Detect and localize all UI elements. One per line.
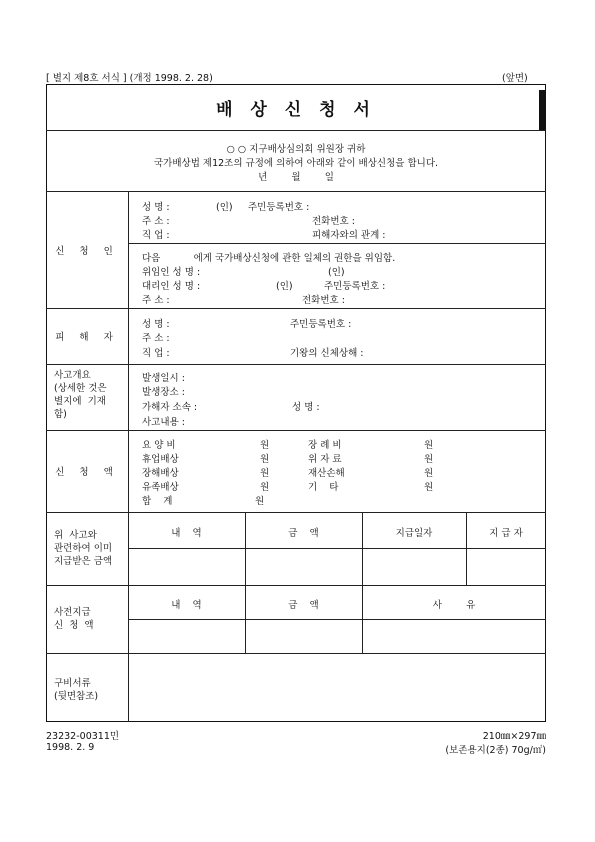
title-bar (539, 90, 545, 130)
unit: 원 (424, 468, 434, 479)
agent-phone: 전화번호 : (302, 295, 345, 306)
form-code: 23232-00311민 (46, 731, 120, 742)
amount-item: 장 례 비 (308, 440, 342, 451)
unit: 원 (260, 440, 270, 451)
amount-item: 재산손해 (308, 468, 345, 479)
amount-item: 휴업배상 (142, 454, 179, 465)
applicant-relation: 피해자와의 관계 : (312, 230, 386, 241)
header-cell: 내 역 (171, 600, 202, 611)
column-line (466, 512, 467, 585)
delegator-name: 위임인 성 명 : (142, 267, 201, 278)
amount-item: 위 자 료 (308, 454, 342, 465)
divider (46, 653, 546, 654)
attachments-label: 구비서류 (뒷면참조) (54, 678, 99, 702)
victim-name: 성 명 : (142, 319, 170, 330)
paper-size: 210㎜×297㎜ (482, 731, 546, 742)
divider (128, 243, 546, 244)
agent-seal: (인) (276, 281, 293, 292)
unit: 원 (255, 496, 265, 507)
header-cell: 지 급 자 (489, 528, 523, 539)
header-cell: 금 액 (288, 600, 319, 611)
header-cell: 사 유 (432, 600, 476, 611)
form-title: 배 상 신 청 서 (216, 99, 376, 120)
unit: 원 (424, 440, 434, 451)
agent-rrn: 주민등록번호 : (324, 281, 386, 292)
applicant-label: 신 청 인 (55, 245, 119, 257)
victim-rrn: 주민등록번호 : (290, 319, 352, 330)
date-line: 년 월 일 (258, 172, 334, 183)
unit: 원 (260, 454, 270, 465)
addressee: ○ ○ 지구배상심의회 위원장 귀하 (226, 144, 366, 155)
divider (128, 548, 546, 549)
amount-item: 기 타 (308, 482, 339, 493)
header-cell: 금 액 (288, 528, 319, 539)
accident-datetime: 발생일시 : (142, 373, 185, 384)
header-cell: 내 역 (171, 528, 202, 539)
statement: 국가배상법 제12조의 규정에 의하여 아래와 같이 배상신청을 합니다. (153, 158, 439, 169)
amount-item: 요 양 비 (142, 440, 176, 451)
accident-perpetrator: 가해자 소속 : (142, 402, 198, 413)
applicant-rrn: 주민등록번호 : (248, 202, 310, 213)
unit: 원 (260, 482, 270, 493)
divider (46, 130, 546, 131)
prior-paid-label: 위 사고와 관련하여 이미 지급받은 금액 (54, 530, 113, 567)
agent-name: 대리인 성 명 : (142, 281, 201, 292)
victim-injury: 기왕의 신체상해 : (290, 348, 364, 359)
amount-item: 장해배상 (142, 468, 179, 479)
victim-label: 피 해 자 (55, 332, 119, 343)
page-side: (앞면) (502, 73, 528, 84)
paper-type: (보존용지(2종) 70g/㎡) (445, 745, 546, 756)
advance-label: 사전지급 신 청 액 (54, 607, 94, 631)
form-date: 1998. 2. 9 (46, 742, 95, 753)
delegator-seal: (인) (328, 267, 345, 278)
amount-item: 유족배상 (142, 482, 179, 493)
form-id: [ 별지 제8호 서식 ] (개정 1998. 2. 28) (46, 73, 213, 84)
applicant-job: 직 업 : (142, 230, 170, 241)
divider (128, 619, 546, 620)
unit: 원 (424, 454, 434, 465)
unit: 원 (260, 468, 270, 479)
applicant-seal: (인) (216, 202, 233, 213)
victim-address: 주 소 : (142, 333, 170, 344)
agent-address: 주 소 : (142, 295, 170, 306)
accident-perp-name: 성 명 : (292, 402, 320, 413)
amount-total: 합 계 (142, 496, 173, 507)
unit: 원 (424, 482, 434, 493)
applicant-address: 주 소 : (142, 216, 170, 227)
amount-label: 신 청 액 (55, 467, 119, 478)
header-cell: 지급일자 (395, 528, 433, 539)
divider (46, 585, 546, 586)
accident-details: 사고내용 : (142, 417, 185, 428)
accident-place: 발생장소 : (142, 387, 185, 398)
delegation-text: 다음 에게 국가배상신청에 관한 일체의 권한을 위임함. (142, 253, 396, 264)
divider (46, 512, 546, 513)
applicant-phone: 전화번호 : (312, 216, 355, 227)
divider (46, 364, 546, 365)
accident-label: 사고개요 (상세한 것은 별지에 기재 함) (54, 370, 107, 420)
victim-job: 직 업 : (142, 348, 170, 359)
label-column-line (128, 191, 129, 722)
applicant-name: 성 명 : (142, 202, 170, 213)
